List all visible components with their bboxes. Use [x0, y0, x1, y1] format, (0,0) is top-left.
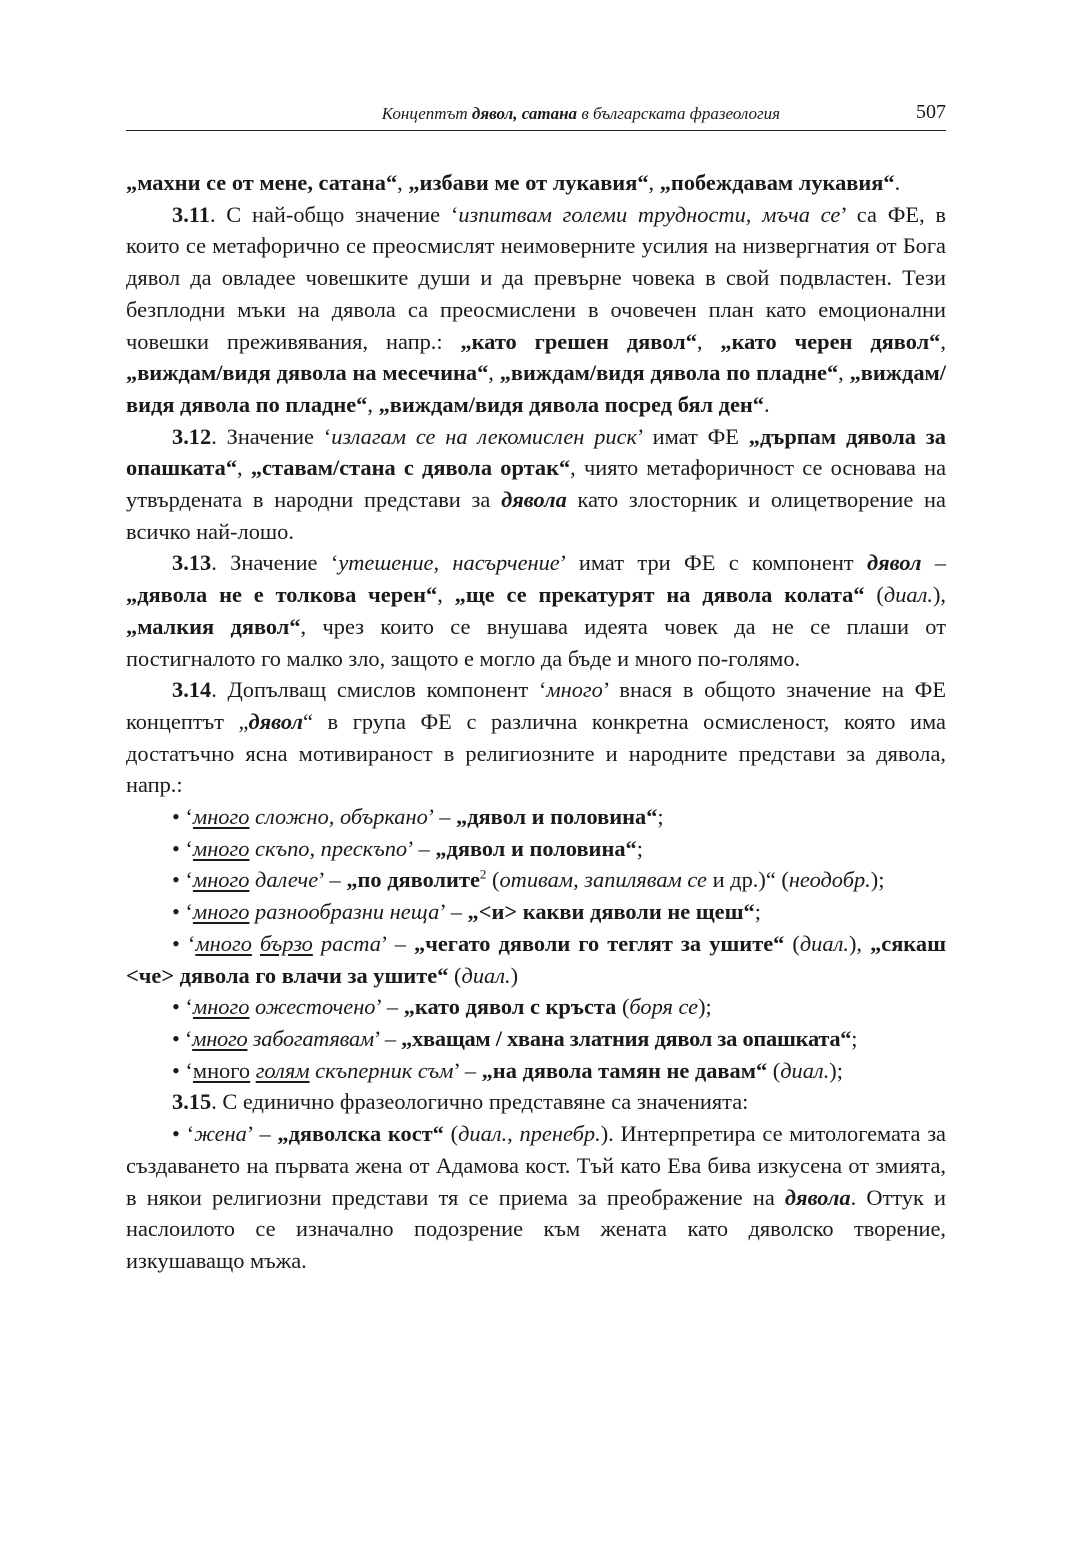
list-item: • ‘жена’ – „дяволска кост“ (диал., пренебр.). Интерпретира се митологемата за създаването на първата жена от Адамова кост. Тъй като Ева бива изкусена от змията, в някои религиозни представи тя се приема за преображение на дявола. Оттук и наслоилото се изначално подозрение към жената като дяволско творение, изкушаващо мъжа.	[126, 1121, 946, 1273]
paragraph-3-14: 3.14. Допълващ смислов компонент ‘много’ внася в общото значение на ФЕ концептът „дявол“ в група ФЕ с различна конкретна осмисленост, която има достатъчно ясна мотивираност в религиозните и народните представи за дявола, напр.:	[126, 677, 946, 798]
list-item: • ‘много сложно, объркано’ – „дявол и половина“;	[172, 804, 664, 830]
page-body	[126, 167, 946, 1277]
list-item: • ‘много далече’ – „по дяволите$^2$ (отивам, запилявам се и др.)“ (неодобр.);	[172, 867, 885, 893]
paragraph-3-13: 3.13. Значение ‘утешение, насърчение’ имат три ФЕ с компонент дявол – „дявола не е толкова черен“, „ще се прекатурят на дявола колата“ (диал.), „малкия дявол“, чрез които се внушава идеята човек да не се плаши от постигналото го малко зло, защото е могло да бъде и много по-голямо.	[126, 550, 947, 671]
paragraph-3-12: 3.12. Значение ‘излагам се на лекомислен риск’ имат ФЕ „дърпам дявола за опашката“, „ставам/стана с дявола ортак“, чиято метафоричност се основава на утвърдената в народни представи за дявола като злосторник и олицетворение на всичко най-лошо.	[126, 423, 947, 544]
paragraph-continued: „махни се от мене, сатана“, „избави ме от лукавия“, „побеждавам лукавия“.	[126, 170, 901, 195]
section-number: 3.11	[172, 201, 210, 227]
list-item: • ‘много ожесточено’ – „като дявол с кръста (боря се);	[172, 994, 712, 1020]
list-item: • ‘много разнообразни неща’ – „<и> какви дяволи не щеш“;	[172, 899, 761, 925]
section-number: 3.13	[172, 550, 212, 576]
list-item: • ‘много голям скъперник съм’ – „на дявола тамян не давам“ (диал.);	[172, 1057, 843, 1083]
running-title: Концептът дявол, сатана в българската фразеология	[381, 104, 780, 123]
paragraph-3-11: 3.11. С най-общо значение ‘изпитвам големи трудности, мъча се’ са ФЕ, в които се метафорично се преосмислят неимоверните усилия на низвергнатия от Бога дявол да овладее човешките души и да превърне човека в свой подвластен. Тези безплодни мъки на дявола са преосмислени в очовечен план като емоционални човешки преживявания, напр.: „като грешен дявол“, „като черен дявол“, „виждам/видя дявола на месечина“, „виждам/видя дявола по пладне“, „виждам/видя дявола по пладне“, „виждам/видя дявола посред бял ден“.	[126, 201, 947, 417]
list-item: • ‘много забогатявам’ – „хващам / хвана златния дявол за опашката“;	[172, 1025, 858, 1051]
running-header	[126, 98, 946, 131]
section-number: 3.14	[172, 677, 212, 703]
section-number: 3.15	[172, 1089, 212, 1115]
page-number: 507	[916, 101, 946, 123]
section-number: 3.12	[172, 423, 212, 449]
list-item: • ‘много скъпо, прескъпо’ – „дявол и половина“;	[172, 835, 643, 861]
list-item: • ‘много бързо раста’ – „чегато дяволи го теглят за ушите“ (диал.), „сякаш <че> дявола го влачи за ушите“ (диал.)	[126, 930, 946, 988]
paragraph-3-15: 3.15. С единично фразеологично представяне са значенията:	[172, 1089, 749, 1115]
